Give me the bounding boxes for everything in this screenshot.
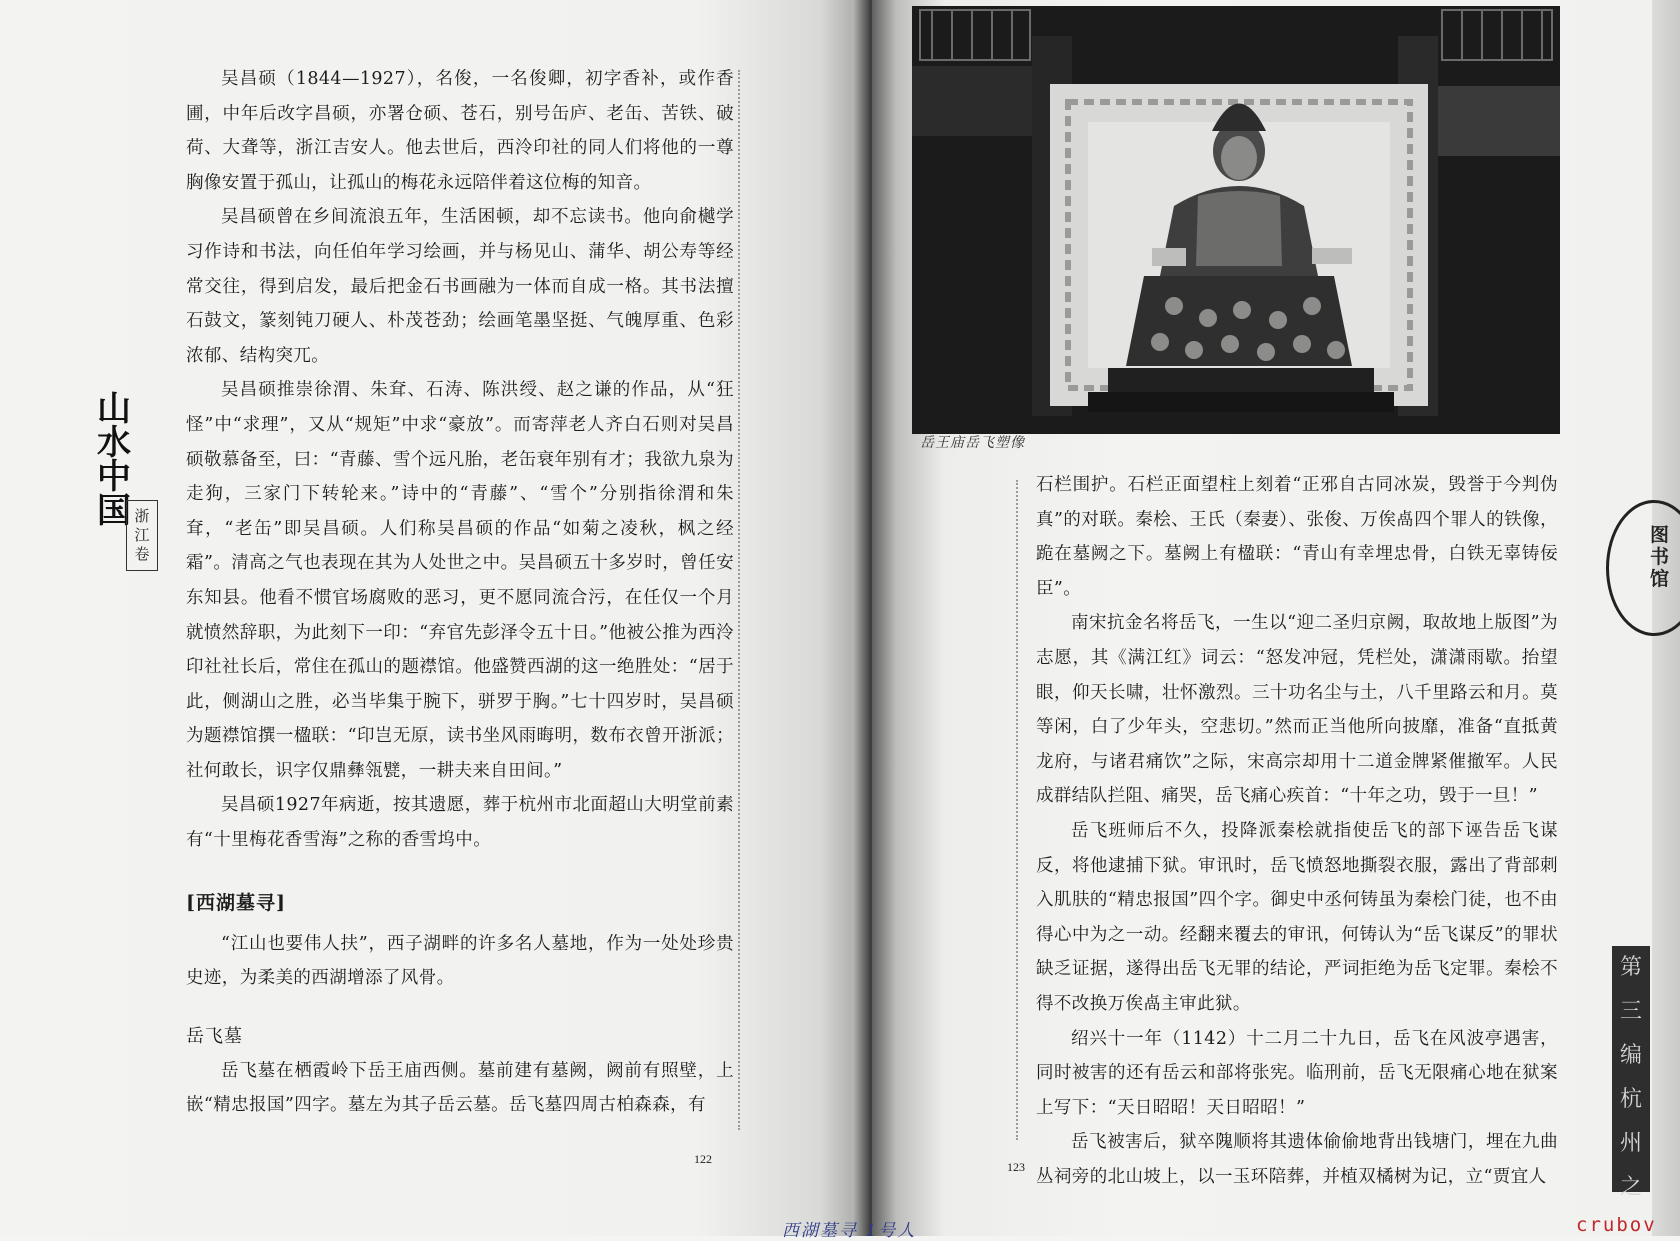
- paragraph: 绍兴十一年（1142）十二月二十九日，岳飞在风波亭遇害，同时被害的还有岳云和部将张宪。临刑前，岳飞无限痛心地在狱案上写下：“天日昭昭！天日昭昭！”: [1036, 1028, 1558, 1118]
- photo-caption: 岳王庙岳飞塑像: [920, 435, 1025, 451]
- right-page-body: [1036, 468, 1558, 1194]
- tab-char: 编: [1619, 1043, 1642, 1068]
- page-number: 122: [694, 1152, 712, 1166]
- series-title-char: 中: [97, 457, 131, 497]
- paragraph: 吴昌硕曾在乡间流浪五年，生活困顿，却不忘读书。他向俞樾学习作诗和书法，向任伯年学习绘画，并与杨见山、蒲华、胡公寿等经常交往，得到启发，最后把金石书画融为一体而自成一格。其书法擅石鼓文，篆刻钝刀硬人、朴茂苍劲；绘画笔墨坚挺、气魄厚重、色彩浓郁、结构突兀。: [186, 207, 734, 366]
- paragraph: 吴昌硕推崇徐渭、朱耷、石涛、陈洪绶、赵之谦的作品，从“狂怪”中“求理”，又从“规矩”中求“豪放”。而寄萍老人齐白石则对吴昌硕敬慕备至，曰：“青藤、雪个远凡胎，老缶衰年别有才；我欲九泉为走狗，三家门下转轮来。”诗中的“青藤”、“雪个”分别指徐渭和朱耷，“老缶”即吴昌硕。人们称吴昌硕的作品“如菊之凌秋，枫之经霜”。清高之气也表现在其为人处世之中。吴昌硕五十多岁时，曾任安东知县。他看不惯官场腐败的恶习，更不愿同流合污，在任仅一个月就愤然辞职，为此刻下一印：“弃官先彭泽令五十日。”他被公推为西泠印社社长后，常住在孤山的题襟馆。他盛赞西湖的这一绝胜处：“居于此，侧湖山之胜，必当毕集于腕下，骈罗于胸。”七十四岁时，吴昌硕为题襟馆撰一楹联：“印岂无原，读书坐风雨晦明，数布衣曾开浙派；社何敢长，识字仅鼎彝瓴甓，一耕夫来自田间。”: [186, 380, 734, 781]
- paragraph: 岳飞被害后，狱卒隗顺将其遗体偷偷地背出钱塘门，埋在九曲丛祠旁的北山坡上，以一玉环陪葬，并植双橘树为记，立“贾宜人: [1036, 1132, 1558, 1187]
- margin-rule: [738, 70, 740, 1130]
- tab-char: 州: [1619, 1131, 1642, 1156]
- stamp-char: 图: [1650, 524, 1670, 546]
- paragraph: 南宋抗金名将岳飞，一生以“迎二圣归京阙，取故地上版图”为志愿，其《满江红》词云：“怒发冲冠，凭栏处，潇潇雨歇。抬望眼，仰天长啸，壮怀激烈。三十功名尘与土，八千里路云和月。莫等闲，白了少年头，空悲切。”然而正当他所向披靡，准备“直抵黄龙府，与诸君痛饮”之际，宋高宗却用十二道金牌紧催撤军。人民成群结队拦阻、痛哭，岳飞痛心疾首：“十年之功，毁于一旦！”: [1036, 613, 1558, 807]
- tab-char: 三: [1619, 999, 1642, 1024]
- paragraph: 吴昌硕1927年病逝，按其遗愿，葬于杭州市北面超山大明堂前素有“十里梅花香雪海”之称的香雪坞中。: [186, 795, 734, 851]
- paragraph: 吴昌硕（1844—1927），名俊，一名俊卿，初字香补，或作香圃，中年后改字昌硕，亦署仓硕、苍石，别号缶庐、老缶、苦铁、破荷、大聋等，浙江吉安人。他去世后，西泠印社的同人们将他的一尊胸像安置于孤山，让孤山的梅花永远陪伴着这位梅的知音。: [186, 69, 734, 193]
- series-volume-char: 江: [134, 526, 150, 544]
- series-title-char: 水: [97, 423, 131, 463]
- yue-fei-statue-photo: [912, 6, 1560, 434]
- handwritten-note: 西湖墓寻 1号人: [782, 1221, 917, 1241]
- series-title-char: 国: [97, 491, 131, 531]
- watermark: crubov: [1576, 1214, 1657, 1236]
- subheading: 岳飞墓: [186, 1025, 243, 1047]
- paragraph: 岳飞班师后不久，投降派秦桧就指使岳飞的部下诬告岳飞谋反，将他逮捕下狱。审讯时，岳飞愤怒地撕裂衣服，露出了背部刺入肌肤的“精忠报国”四个字。御史中丞何铸虽为秦桧门徒，也不由得心中为之一动。经翻来覆去的审讯，何铸认为“岳飞谋反”的罪状缺乏证据，遂得出岳飞无罪的结论，严词拒绝为岳飞定罪。秦桧不得不改换万俟卨主审此狱。: [1036, 820, 1558, 1014]
- series-volume-char: 卷: [134, 545, 150, 563]
- tab-char: 第: [1619, 955, 1642, 980]
- left-page-body: [186, 62, 734, 1123]
- series-volume-label: [126, 500, 158, 571]
- stamp-char: 书: [1650, 546, 1670, 568]
- paragraph: 岳飞墓在栖霞岭下岳王庙西侧。墓前建有墓阙，阙前有照壁，上嵌“精忠报国”四字。墓左为其子岳云墓。岳飞墓四周古柏森森，有: [186, 1060, 734, 1116]
- chapter-thumb-tab: [1612, 946, 1650, 1200]
- paragraph: 石栏围护。石栏正面望柱上刻着“正邪自古同冰炭，毁誉于今判伪真”的对联。秦桧、王氏（秦妻）、张俊、万俟卨四个罪人的铁像，跪在墓阙之下。墓阙上有楹联：“青山有幸埋忠骨，白铁无辜铸佞臣”。: [1036, 475, 1558, 599]
- series-title-char: 山: [97, 389, 131, 429]
- tab-char: 之: [1619, 1175, 1642, 1200]
- margin-rule: [1016, 480, 1018, 1140]
- section-heading: [西湖墓寻]: [186, 891, 286, 914]
- paragraph: “江山也要伟人扶”，西子湖畔的许多名人墓地，作为一处处珍贵史迹，为柔美的西湖增添了风骨。: [186, 933, 734, 989]
- tab-char: 杭: [1619, 1087, 1642, 1112]
- library-stamp-text: [1650, 524, 1672, 590]
- stamp-char: 馆: [1650, 568, 1670, 590]
- series-volume-char: 浙: [134, 507, 150, 525]
- page-number: 123: [1007, 1160, 1025, 1174]
